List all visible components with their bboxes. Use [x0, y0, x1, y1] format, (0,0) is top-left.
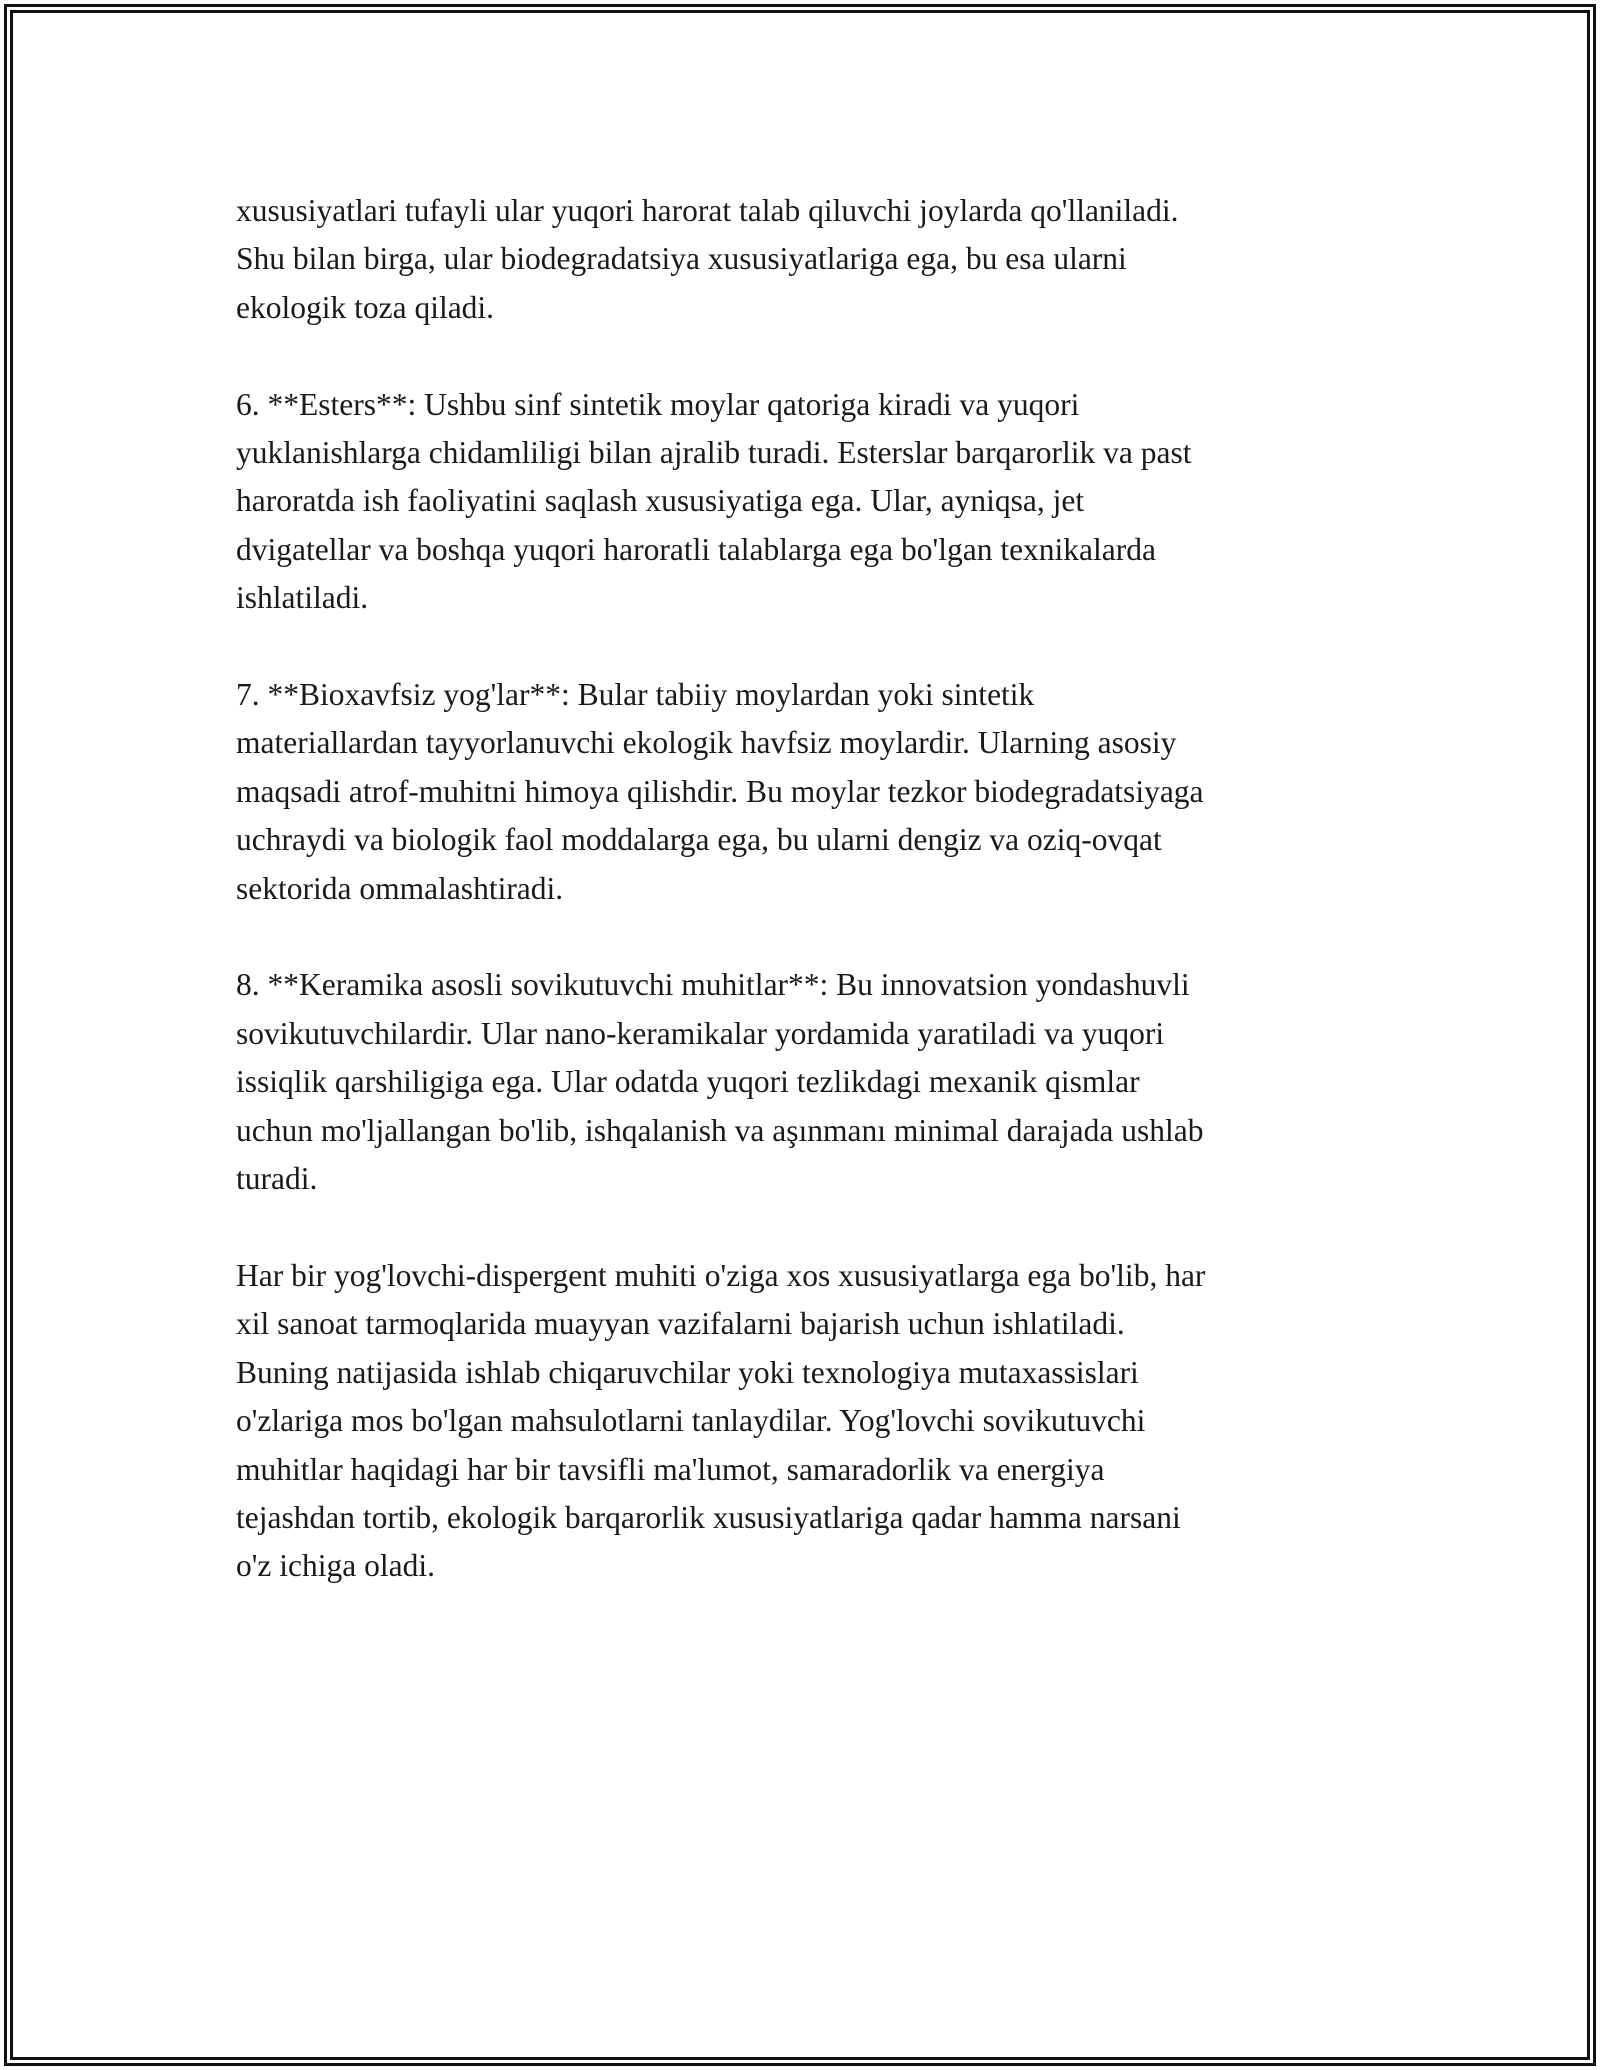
- paragraph-esters: 6. **Esters**: Ushbu sinf sintetik moylar qatoriga kiradi va yuqori yuklanishlarga chidamliligi bilan ajralib turadi. Esterslar barqarorlik va past haroratda ish faoliyatini saqlash xususiyatiga ega. Ular, ayniqsa, jet dvigatellar va boshqa yuqori haroratli talablarga ega bo'lgan texnikalarda ishlatiladi.: [236, 386, 1192, 616]
- paragraph-bioxavfsiz: 7. **Bioxavfsiz yog'lar**: Bular tabiiy moylardan yoki sintetik materiallardan tayyorlanuvchi ekologik havfsiz moylardir. Ularning asosiy maqsadi atrof-muhitni himoya qilishdir. Bu moylar tezkor biodegradatsiyaga uchraydi va biologik faol moddalarga ega, bu ularni dengiz va oziq-ovqat sektorida ommalashtiradi.: [236, 677, 1204, 906]
- paragraph-continuation: xususiyatlari tufayli ular yuqori harorat talab qiluvchi joylarda qo'llaniladi. Shu bilan birga, ular biodegradatsiya xususiyatlariga ega, bu esa ularni ekologik toza qiladi.: [236, 193, 1179, 325]
- paragraph-summary: Har bir yog'lovchi-dispergent muhiti o'ziga xos xususiyatlarga ega bo'lib, har xil sanoat tarmoqlarida muayyan vazifalarni bajarish uchun ishlatiladi. Buning natijasida ishlab chiqaruvchilar yoki texnologiya mutaxassislari o'zlariga mos bo'lgan mahsulotlarni tanlaydilar. Yog'lovchi sovikutuvchi muhitlar haqidagi har bir tavsifli ma'lumot, samaradorlik va energiya tejashdan tortib, ekologik barqarorlik xususiyatlariga qadar hamma narsani o'z ichiga oladi.: [236, 1257, 1206, 1584]
- document-body: [236, 187, 1376, 1639]
- paragraph-keramika: 8. **Keramika asosli sovikutuvchi muhitlar**: Bu innovatsion yondashuvli sovikutuvchilardir. Ular nano-keramikalar yordamida yaratiladi va yuqori issiqlik qarshiligiga ega. Ular odatda yuqori tezlikdagi mexanik qismlar uchun mo'ljallangan bo'lib, ishqalanish va aşınmanı minimal darajada ushlab turadi.: [236, 967, 1204, 1197]
